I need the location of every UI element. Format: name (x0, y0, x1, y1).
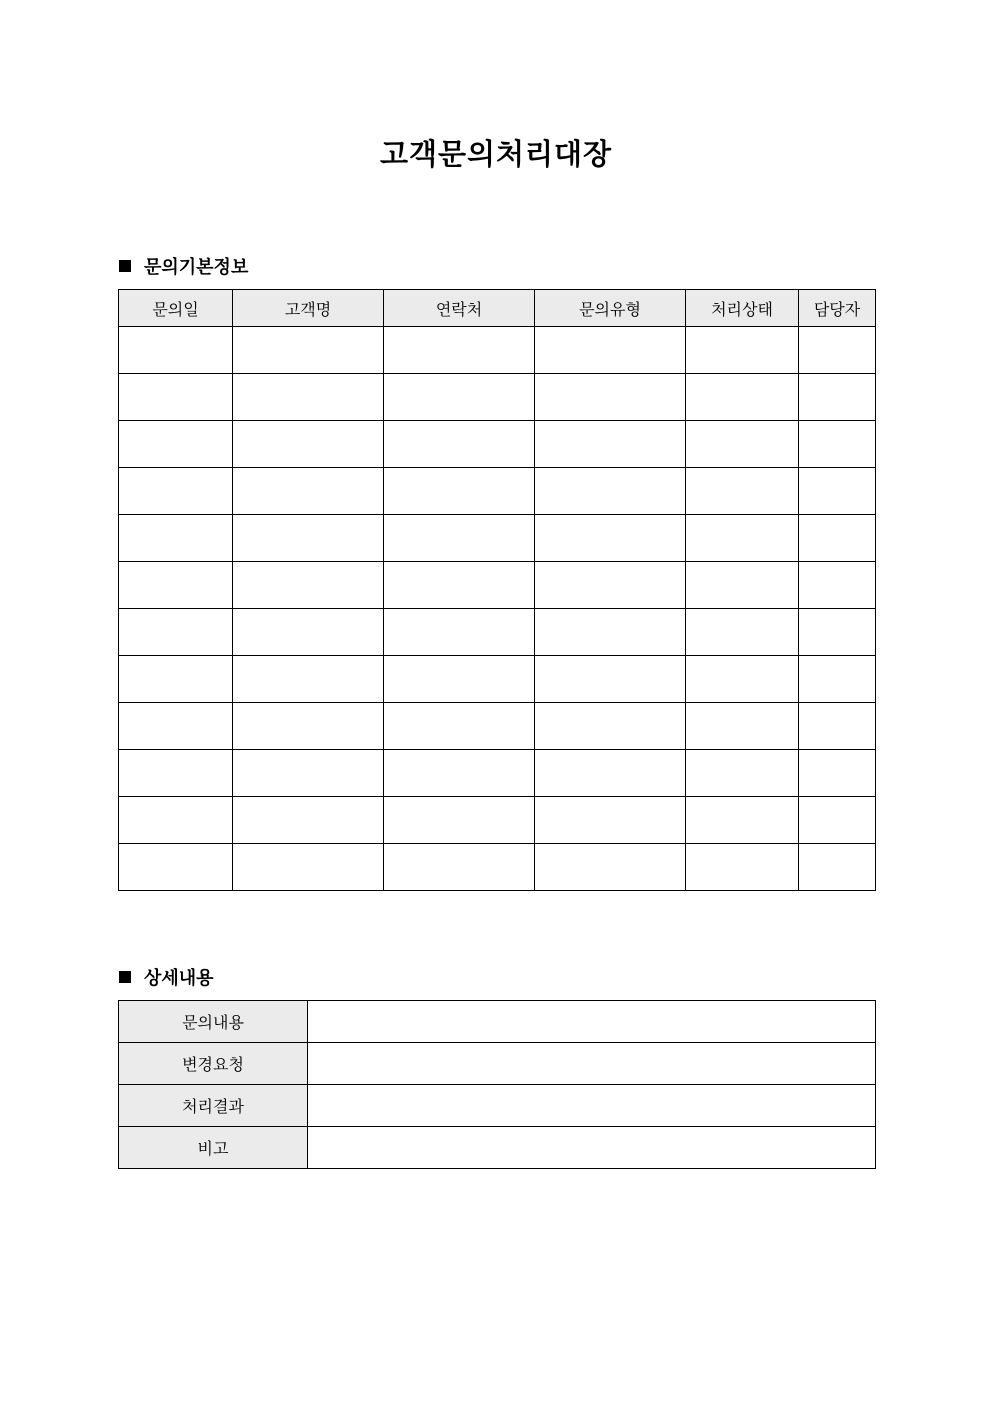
table-cell[interactable] (233, 797, 384, 844)
table-cell[interactable] (686, 750, 799, 797)
table-row (119, 750, 876, 797)
table-cell[interactable] (686, 515, 799, 562)
square-bullet-icon (119, 971, 131, 983)
table-cell[interactable] (233, 374, 384, 421)
table-cell[interactable] (799, 374, 876, 421)
table-cell[interactable] (535, 421, 686, 468)
table-cell[interactable] (119, 374, 233, 421)
table-cell[interactable] (535, 562, 686, 609)
column-header-assignee: 담당자 (799, 290, 876, 327)
column-header-contact: 연락처 (384, 290, 535, 327)
table-cell[interactable] (384, 797, 535, 844)
table-cell[interactable] (384, 703, 535, 750)
table-cell[interactable] (686, 844, 799, 891)
table-cell[interactable] (233, 609, 384, 656)
table-cell[interactable] (686, 327, 799, 374)
column-header-inquiry-type: 문의유형 (535, 290, 686, 327)
table-cell[interactable] (686, 609, 799, 656)
table-cell[interactable] (119, 750, 233, 797)
table-cell[interactable] (686, 421, 799, 468)
table-cell[interactable] (119, 656, 233, 703)
table-cell[interactable] (686, 797, 799, 844)
details-table (118, 1000, 876, 1169)
table-row (119, 374, 876, 421)
table-cell[interactable] (233, 421, 384, 468)
square-bullet-icon (119, 260, 131, 272)
table-header-row (119, 290, 876, 327)
table-row (119, 562, 876, 609)
table-cell[interactable] (384, 421, 535, 468)
table-cell[interactable] (233, 562, 384, 609)
table-cell[interactable] (384, 844, 535, 891)
table-cell[interactable] (119, 562, 233, 609)
table-cell[interactable] (799, 562, 876, 609)
table-cell[interactable] (799, 703, 876, 750)
table-row (119, 844, 876, 891)
section-heading-label: 문의기본정보 (144, 257, 249, 278)
table-cell[interactable] (233, 750, 384, 797)
column-header-inquiry-date: 문의일 (119, 290, 233, 327)
table-cell[interactable] (233, 656, 384, 703)
table-row (119, 515, 876, 562)
table-cell[interactable] (799, 515, 876, 562)
table-cell[interactable] (799, 327, 876, 374)
section-heading-label: 상세내용 (144, 968, 214, 989)
table-cell[interactable] (233, 844, 384, 891)
inquiry-content-field[interactable] (308, 1001, 876, 1043)
table-cell[interactable] (799, 609, 876, 656)
table-cell[interactable] (384, 327, 535, 374)
table-cell[interactable] (119, 468, 233, 515)
table-cell[interactable] (535, 515, 686, 562)
table-row (119, 421, 876, 468)
table-cell[interactable] (119, 844, 233, 891)
table-cell[interactable] (535, 327, 686, 374)
table-cell[interactable] (233, 327, 384, 374)
column-header-customer-name: 고객명 (233, 290, 384, 327)
remarks-field[interactable] (308, 1127, 876, 1169)
table-cell[interactable] (384, 656, 535, 703)
table-cell[interactable] (535, 656, 686, 703)
table-cell[interactable] (233, 515, 384, 562)
table-cell[interactable] (384, 609, 535, 656)
table-row (119, 1001, 876, 1043)
table-row (119, 703, 876, 750)
change-request-field[interactable] (308, 1043, 876, 1085)
row-label-result: 처리결과 (119, 1085, 308, 1127)
table-cell[interactable] (535, 468, 686, 515)
table-cell[interactable] (799, 656, 876, 703)
table-cell[interactable] (799, 844, 876, 891)
row-label-remarks: 비고 (119, 1127, 308, 1169)
table-cell[interactable] (535, 374, 686, 421)
page-title: 고객문의처리대장 (379, 137, 613, 171)
table-cell[interactable] (384, 562, 535, 609)
table-cell[interactable] (384, 468, 535, 515)
basic-info-table (118, 289, 876, 891)
section-heading-basic-info (119, 253, 248, 279)
table-cell[interactable] (535, 703, 686, 750)
table-cell[interactable] (233, 468, 384, 515)
table-cell[interactable] (686, 562, 799, 609)
table-cell[interactable] (535, 750, 686, 797)
table-row (119, 1043, 876, 1085)
table-cell[interactable] (384, 515, 535, 562)
table-cell[interactable] (799, 797, 876, 844)
table-cell[interactable] (119, 797, 233, 844)
table-cell[interactable] (686, 703, 799, 750)
table-row (119, 609, 876, 656)
table-cell[interactable] (799, 468, 876, 515)
table-row (119, 1127, 876, 1169)
table-cell[interactable] (686, 656, 799, 703)
table-row (119, 797, 876, 844)
table-cell[interactable] (799, 750, 876, 797)
table-cell[interactable] (119, 703, 233, 750)
table-cell[interactable] (686, 374, 799, 421)
table-row (119, 1085, 876, 1127)
table-cell[interactable] (535, 609, 686, 656)
row-label-inquiry-content: 문의내용 (119, 1001, 308, 1043)
table-cell[interactable] (384, 374, 535, 421)
table-cell[interactable] (686, 468, 799, 515)
table-row (119, 656, 876, 703)
section-heading-details (119, 964, 214, 990)
table-cell[interactable] (119, 515, 233, 562)
table-cell[interactable] (233, 703, 384, 750)
table-cell[interactable] (799, 421, 876, 468)
column-header-status: 처리상태 (686, 290, 799, 327)
table-cell[interactable] (384, 750, 535, 797)
row-label-change-request: 변경요청 (119, 1043, 308, 1085)
table-cell[interactable] (119, 421, 233, 468)
table-cell[interactable] (119, 327, 233, 374)
table-cell[interactable] (119, 609, 233, 656)
table-row (119, 327, 876, 374)
table-cell[interactable] (535, 844, 686, 891)
table-row (119, 468, 876, 515)
result-field[interactable] (308, 1085, 876, 1127)
table-cell[interactable] (535, 797, 686, 844)
